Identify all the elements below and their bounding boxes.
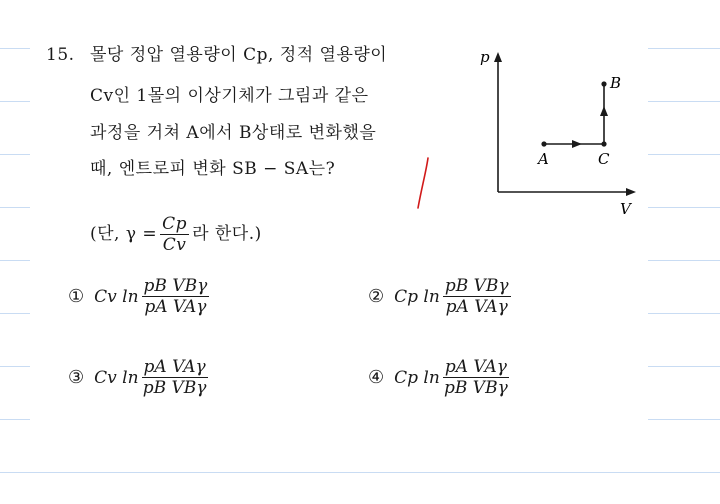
option-3-mark: ③ [68,367,85,388]
x-axis-arrow-icon [626,188,636,196]
gamma-fraction [160,214,189,255]
point-c-label: C [598,150,610,168]
option-1-mark: ① [68,286,85,307]
point-a-label: A [538,150,549,168]
option-2-denominator: pA VAγ [445,297,508,317]
gamma-note-suffix: 라 한다.) [192,224,262,244]
option-4[interactable] [368,357,512,398]
option-2-numerator: pB VBγ [444,276,509,296]
option-1-denominator: pA VAγ [144,297,207,317]
question-card [30,34,648,466]
point-c-dot [601,141,606,146]
question-line-3: 과정을 거쳐 A에서 B상태로 변화했을 [90,123,377,143]
pen-stroke [418,158,428,208]
option-4-coef: Cp ln [394,367,440,388]
question-number: 15. [46,45,75,65]
pv-diagram [470,48,640,228]
option-3[interactable] [68,357,211,398]
option-2[interactable] [368,276,514,317]
option-4-denominator: pB VBγ [444,378,508,398]
option-1-coef: Cv ln [94,286,139,307]
option-2-mark: ② [368,286,385,307]
option-4-fraction [443,357,509,398]
point-a-dot [541,141,546,146]
option-1-fraction [142,276,210,317]
arrow-up-icon [600,106,608,116]
option-1[interactable] [68,276,212,317]
gamma-denominator: Cv [162,235,187,255]
x-axis-label: V [620,200,631,218]
option-3-denominator: pB VBγ [142,378,207,398]
ruled-line [0,472,720,473]
question-line-1: 몰당 정압 열용량이 Cp, 정적 열용량이 [90,45,388,65]
point-b-label: B [610,74,622,92]
option-3-fraction [142,357,208,398]
option-3-coef: Cv ln [94,367,139,388]
y-axis-label: p [480,48,490,66]
option-3-numerator: pA VAγ [143,357,206,377]
question-line-4: 때, 엔트로피 변화 SB − SA는? [90,159,336,179]
question-line-2: Cv인 1몰의 이상기체가 그림과 같은 [90,86,369,106]
option-2-coef: Cp ln [394,286,440,307]
gamma-note [90,214,262,255]
y-axis-arrow-icon [494,52,502,62]
option-4-numerator: pA VAγ [444,357,507,377]
option-2-fraction [443,276,511,317]
red-pen-mark [410,154,440,214]
arrow-right-icon [572,140,582,148]
gamma-numerator: Cp [162,214,188,234]
option-1-numerator: pB VBγ [143,276,208,296]
gamma-note-prefix: (단, γ = [90,224,158,244]
option-4-mark: ④ [368,367,385,388]
point-b-dot [601,81,606,86]
